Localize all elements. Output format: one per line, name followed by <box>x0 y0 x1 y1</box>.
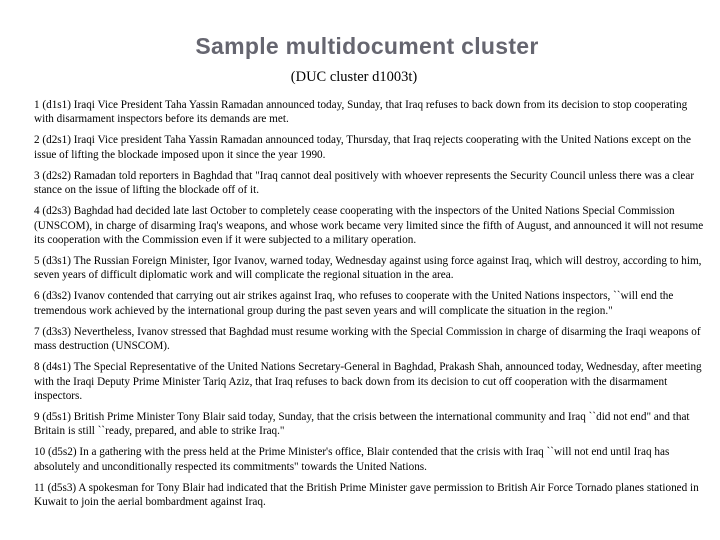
sentence-item-6: 6 (d3s2) Ivanov contended that carrying out air strikes against Iraq, who refuses to cooperate with the United Nations inspectors, ``will end the tremendous work achieved by the international group during the past seven years and will complicate the situation in the region." <box>34 290 674 317</box>
sentence-item-8: 8 (d4s1) The Special Representative of the United Nations Secretary-General in Baghdad, Prakash Shah, announced today, Wednesday, after meeting with the Iraqi Deputy Prime Minister Tariq Aziz, that Iraq refuses to back down from its decision to cut off cooperation with the disarmament inspectors. <box>34 361 702 403</box>
sentence-item-1: 1 (d1s1) Iraqi Vice President Taha Yassin Ramadan announced today, Sunday, that Iraq refuses to back down from its decision to stop cooperating with disarmament inspectors before its demands are met. <box>34 99 688 126</box>
sentence-item-3: 3 (d2s2) Ramadan told reporters in Baghdad that "Iraq cannot deal positively with whoever represents the Security Council unless there was a clear stance on the issue of lifting the blockade off of it. <box>34 169 695 197</box>
sentence-list <box>34 98 706 516</box>
sentence-item-11: 11 (d5s3) A spokesman for Tony Blair had indicated that the British Prime Minister gave permission to British Air Force Tornado planes stationed in Kuwait to join the aerial bombardment against Iraq. <box>34 481 699 509</box>
slide-title: Sample multidocument cluster <box>195 33 539 59</box>
sentence-item-5: 5 (d3s1) The Russian Foreign Minister, Igor Ivanov, warned today, Wednesday against using force against Iraq, which will destroy, according to him, seven years of difficult diplomatic work and will complicate the regional situation in the area. <box>34 255 702 282</box>
sentence-item-10: 10 (d5s2) In a gathering with the press held at the Prime Minister's office, Blair contended that the crisis with Iraq ``will not end until Iraq has absolutely and unconditionally respected its commitments" towards the United Nations. <box>34 446 670 473</box>
slide-subtitle: (DUC cluster d1003t) <box>290 69 418 85</box>
sentence-item-9: 9 (d5s1) British Prime Minister Tony Blair said today, Sunday, that the crisis between the international community and Iraq ``did not end" and that Britain is still ``ready, prepared, and able to strike Iraq." <box>34 411 690 438</box>
sentence-item-4: 4 (d2s3) Baghdad had decided late last October to completely cease cooperating with the inspectors of the United Nations Special Commission (UNSCOM), in charge of disarming Iraq's weapons, and whose work became very limited since the fifth of August, and announced it will not resume its cooperation with the Commission even if it were subjected to a military operation. <box>34 205 704 247</box>
sentence-item-7: 7 (d3s3) Nevertheless, Ivanov stressed that Baghdad must resume working with the Special Commission in charge of disarming the Iraqi weapons of mass destruction (UNSCOM). <box>34 325 701 353</box>
sentence-item-2: 2 (d2s1) Iraqi Vice president Taha Yassin Ramadan announced today, Thursday, that Iraq rejects cooperating with the United Nations except on the issue of lifting the blockade imposed upon it since the year 1990. <box>34 134 691 161</box>
